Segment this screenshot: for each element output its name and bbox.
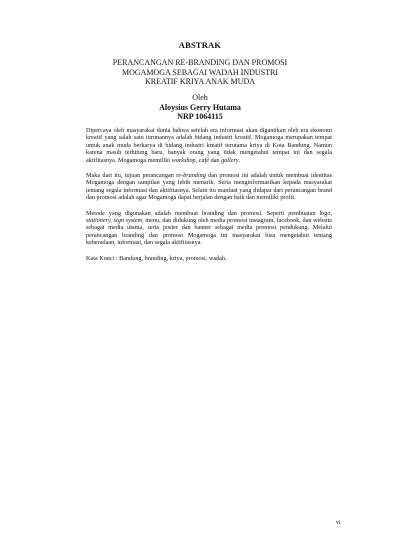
paragraph-2-text-a: Maka dari itu, tujuan perancangan: [86, 172, 177, 180]
author-block: [0, 93, 400, 122]
paragraph-2-text-b: dan promosi ini adalah untuk membuat identitas Mogamoga dengan tampilan yang lebih menarik. Serta menginformasikan kepada masyarakat tentang segala informasi dan aktifitasnya. Selain itu manfaat yang didapat dari perancangan brand dan promosi adalah agar Mogamoga dapat berjalan dengan baik dan memiliki profit.: [86, 172, 332, 202]
paragraph-2: [86, 172, 332, 202]
paragraph-3-text-b: menu, dan didukung oleh media promosi instagram, facebook, dan website sebagai media utama, serta poster dan banner sebagai media promosi pendukung. Melalui perancangan branding dan promosi Mogamoga ini masyarakat bisa mengetahui tentang keberadaan, informasi, dan segala aktifitasnya.: [86, 217, 332, 247]
paragraph-2-italic: re-branding: [176, 172, 206, 180]
paragraph-1: [86, 127, 332, 164]
paragraph-1-italic-2: gallery: [221, 156, 239, 164]
thesis-title: [0, 58, 400, 87]
paragraph-1-italic-1: workshop, café: [171, 156, 210, 164]
paragraph-3-text-a: Metode yang digunakan adalah membuat branding dan promosi. Seperti pembuatan logo,: [86, 209, 332, 217]
paragraph-1-text-a: Dipercaya oleh masyarakat dunia bahwa setelah era informasi akan digantikan oleh era ekonomi kreatif yang salah satu turunannya adalah bidang industri kreatif. Mogamoga merupakan tempat untuk anak muda berkarya di bidang industri kreatif terutama kriya di Kota Bandung. Namun karena masih terhitung baru, banyak orang yang tidak mengetahui tempat ini dan segala aktifitasnya. Mogamoga memiliki: [86, 127, 332, 164]
title-line-3: KREATIF KRIYA ANAK MUDA: [144, 77, 255, 86]
paragraph-3-italic: stationery, sign system,: [86, 217, 144, 225]
keywords: Kata Kunci : Bandung, branding, kriya, promosi, wadah.: [86, 254, 227, 262]
paragraph-1-text-c: .: [238, 156, 241, 164]
page-number: vi: [336, 520, 341, 526]
student-number: NRP 1064115: [177, 112, 223, 121]
title-line-1: PERANCANGAN RE-BRANDING DAN PROMOSI: [112, 58, 288, 67]
author-name: Aloysius Gerry Hutama: [159, 102, 241, 112]
title-line-2: MOGAMOGA SEBAGAI WADAH INDUSTRI: [121, 67, 279, 77]
paragraph-1-text-b: dan: [209, 156, 222, 164]
paragraph-3: [86, 210, 332, 247]
abstract-body: [86, 127, 332, 270]
abstract-heading: ABSTRAK: [178, 40, 222, 50]
by-label: Oleh: [192, 93, 208, 102]
